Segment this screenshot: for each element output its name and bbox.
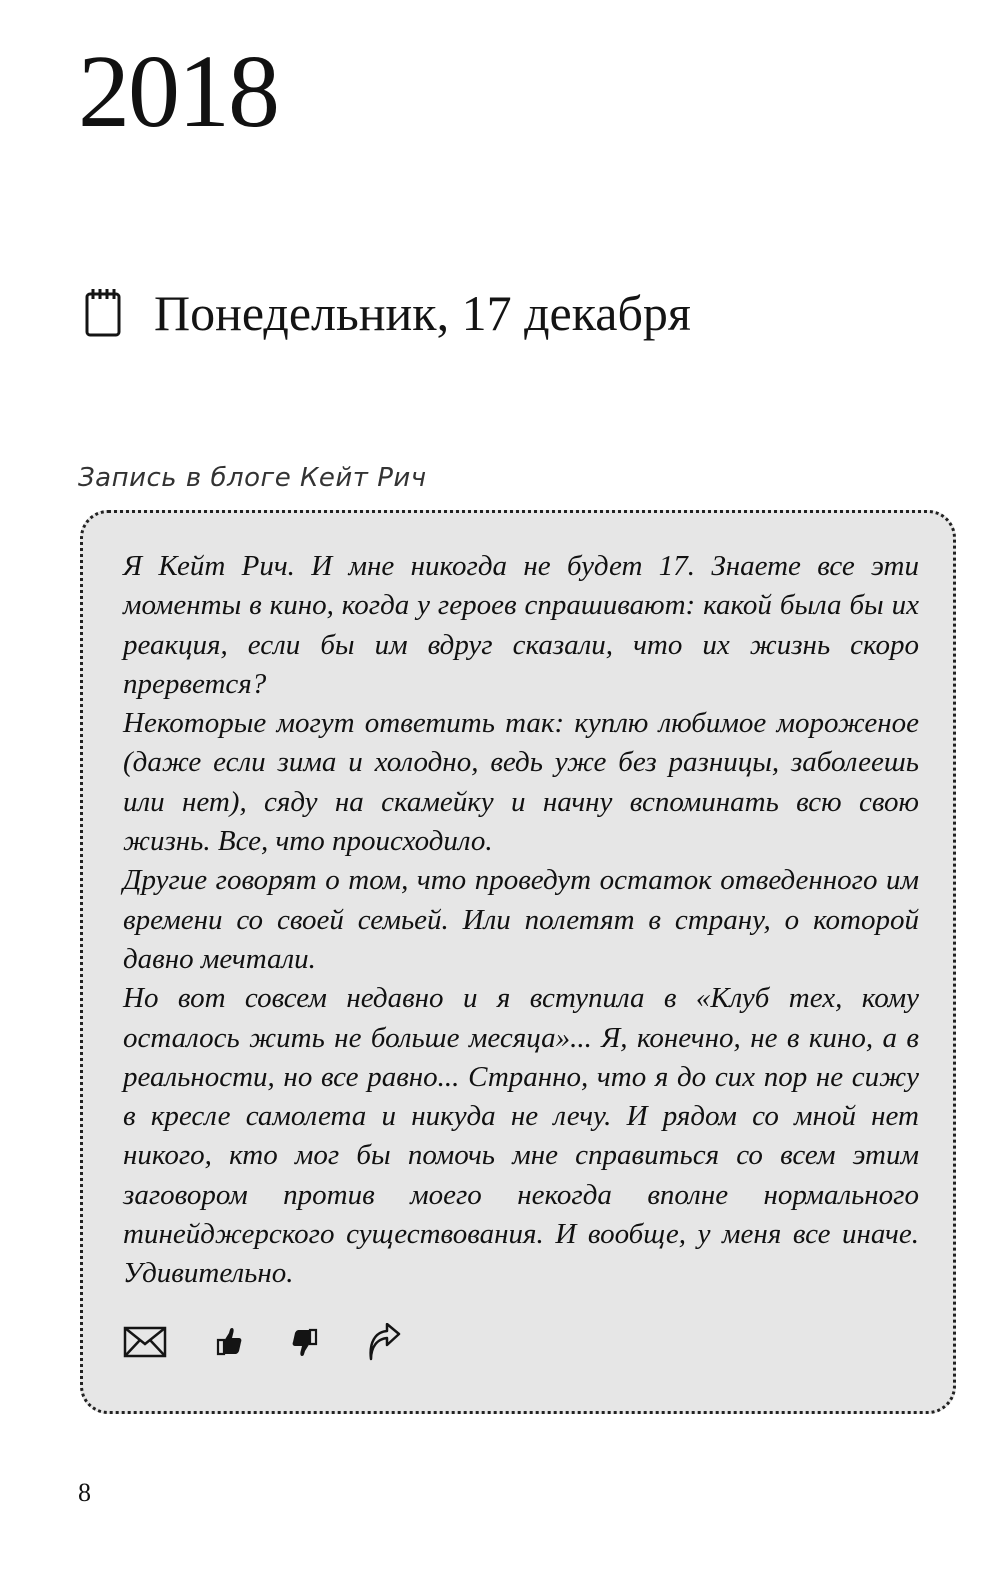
blog-paragraph: Но вот совсем недавно и я вступила в «Клуб тех, кому осталось жить не больше месяца»... Я, конечно, не в кино, а в реальности, но все равно... Странно, что я до сих пор не сижу в кресле самолета и никуда не лечу. И рядом со мной нет никого, кто мог бы помочь мне справиться со всем этим заговором против моего некогда вполне нормального тинейджерского существования. И вообще, у меня все иначе. Удивительно. [123, 982, 919, 1290]
blog-paragraph: Другие говорят о том, что проведут остаток отведенного им времени со своей семьей. Или полетят в страну, о которой давно мечтали. [123, 864, 919, 975]
dislike-button[interactable] [291, 1326, 319, 1362]
mail-icon [123, 1326, 167, 1358]
blog-post-text [123, 547, 919, 1294]
share-button[interactable] [367, 1323, 401, 1365]
page-number: 8 [78, 1478, 91, 1507]
blog-post-label: Запись в блоге Кейт Рич [78, 463, 427, 493]
like-button[interactable] [215, 1326, 243, 1362]
date-heading: Понедельник, 17 декабря [154, 285, 691, 341]
dislike-icon [291, 1326, 319, 1358]
share-icon [367, 1323, 401, 1361]
notepad-icon [84, 288, 122, 338]
post-actions [123, 1323, 449, 1365]
date-heading-row [84, 285, 691, 341]
blog-paragraph: Я Кейт Рич. И мне никогда не будет 17. Знаете все эти моменты в кино, когда у героев спрашивают: какой была бы их реакция, если бы им вдруг сказали, что их жизнь скоро прервется? [123, 550, 919, 700]
like-icon [215, 1326, 243, 1358]
blog-post-box [80, 510, 956, 1414]
year-heading: 2018 [78, 34, 278, 149]
blog-paragraph: Некоторые могут ответить так: куплю любимое мороженое (даже если зима и холодно, ведь уже без разницы, заболеешь или нет), сяду на скамейку и начну вспоминать всю свою жизнь. Все, что происходило. [123, 707, 919, 858]
mail-button[interactable] [123, 1326, 167, 1362]
